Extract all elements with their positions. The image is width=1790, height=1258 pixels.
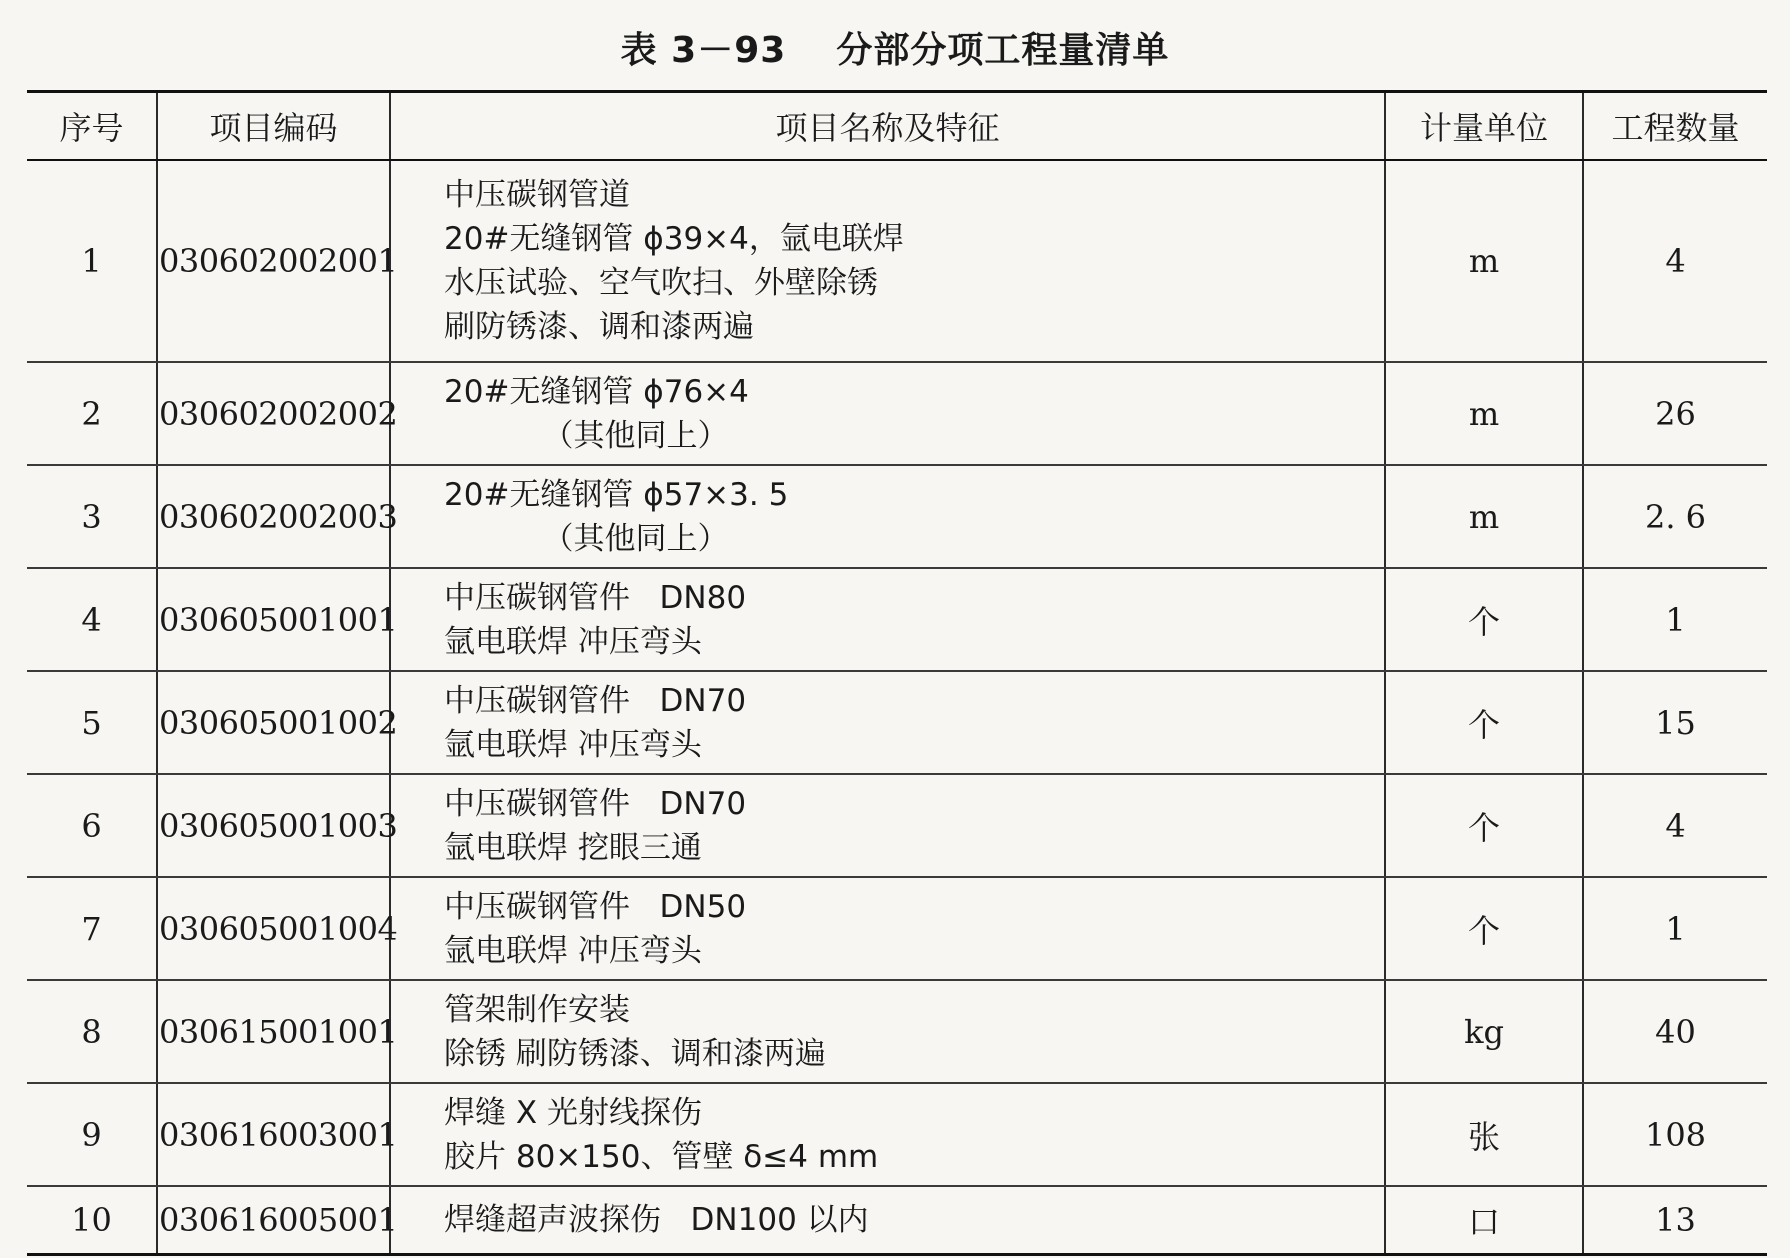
cell-unit: 口 <box>1385 1186 1583 1255</box>
cell-description: 20#无缝钢管 ϕ57×3. 5 （其他同上） <box>390 465 1385 568</box>
cell-unit: m <box>1385 160 1583 362</box>
cell-unit: 个 <box>1385 568 1583 671</box>
table-row <box>27 671 1767 774</box>
cell-seq: 2 <box>27 362 157 465</box>
cell-code: 030605001003 <box>157 774 390 877</box>
table-title-text: 分部分项工程量清单 <box>836 30 1170 71</box>
cell-quantity: 2. 6 <box>1583 465 1767 568</box>
table-row <box>27 362 1767 465</box>
cell-code: 030602002002 <box>157 362 390 465</box>
cell-quantity: 13 <box>1583 1186 1767 1255</box>
bill-of-quantities-table <box>27 90 1767 1256</box>
table-row <box>27 160 1767 362</box>
cell-seq: 6 <box>27 774 157 877</box>
cell-quantity: 1 <box>1583 568 1767 671</box>
cell-seq: 5 <box>27 671 157 774</box>
cell-description: 中压碳钢管件 DN70 氩电联焊 冲压弯头 <box>390 671 1385 774</box>
cell-description: 中压碳钢管件 DN50 氩电联焊 冲压弯头 <box>390 877 1385 980</box>
cell-seq: 4 <box>27 568 157 671</box>
cell-quantity: 26 <box>1583 362 1767 465</box>
cell-unit: 张 <box>1385 1083 1583 1186</box>
cell-code: 030602002001 <box>157 160 390 362</box>
cell-code: 030616005001 <box>157 1186 390 1255</box>
cell-code: 030605001004 <box>157 877 390 980</box>
cell-seq: 9 <box>27 1083 157 1186</box>
table-row <box>27 1186 1767 1255</box>
table-number: 表 3－93 <box>620 30 787 71</box>
cell-description: 焊缝超声波探伤 DN100 以内 <box>390 1186 1385 1255</box>
table-row <box>27 980 1767 1083</box>
cell-description: 中压碳钢管件 DN70 氩电联焊 挖眼三通 <box>390 774 1385 877</box>
cell-code: 030615001001 <box>157 980 390 1083</box>
cell-quantity: 4 <box>1583 774 1767 877</box>
cell-quantity: 1 <box>1583 877 1767 980</box>
cell-description: 中压碳钢管件 DN80 氩电联焊 冲压弯头 <box>390 568 1385 671</box>
cell-seq: 10 <box>27 1186 157 1255</box>
cell-quantity: 108 <box>1583 1083 1767 1186</box>
cell-quantity: 40 <box>1583 980 1767 1083</box>
header-seq: 序号 <box>27 92 157 161</box>
table-row <box>27 774 1767 877</box>
table-row <box>27 877 1767 980</box>
header-code: 项目编码 <box>157 92 390 161</box>
cell-code: 030605001002 <box>157 671 390 774</box>
cell-quantity: 15 <box>1583 671 1767 774</box>
cell-code: 030616003001 <box>157 1083 390 1186</box>
cell-seq: 3 <box>27 465 157 568</box>
table-row <box>27 1083 1767 1186</box>
cell-unit: m <box>1385 465 1583 568</box>
cell-unit: kg <box>1385 980 1583 1083</box>
table-header-row <box>27 92 1767 161</box>
header-quantity: 工程数量 <box>1583 92 1767 161</box>
cell-seq: 7 <box>27 877 157 980</box>
header-name-features: 项目名称及特征 <box>390 92 1385 161</box>
cell-seq: 1 <box>27 160 157 362</box>
header-unit: 计量单位 <box>1385 92 1583 161</box>
cell-unit: 个 <box>1385 774 1583 877</box>
cell-code: 030602002003 <box>157 465 390 568</box>
cell-unit: m <box>1385 362 1583 465</box>
table-row <box>27 465 1767 568</box>
cell-seq: 8 <box>27 980 157 1083</box>
cell-description: 中压碳钢管道 20#无缝钢管 ϕ39×4，氩电联焊 水压试验、空气吹扫、外壁除锈 刷防锈漆、调和漆两遍 <box>390 160 1385 362</box>
cell-description: 20#无缝钢管 ϕ76×4 （其他同上） <box>390 362 1385 465</box>
cell-code: 030605001001 <box>157 568 390 671</box>
cell-unit: 个 <box>1385 671 1583 774</box>
cell-description: 管架制作安装 除锈 刷防锈漆、调和漆两遍 <box>390 980 1385 1083</box>
table-title <box>0 22 1790 73</box>
cell-quantity: 4 <box>1583 160 1767 362</box>
cell-unit: 个 <box>1385 877 1583 980</box>
table-row <box>27 568 1767 671</box>
cell-description: 焊缝 X 光射线探伤 胶片 80×150、管壁 δ≤4 mm <box>390 1083 1385 1186</box>
